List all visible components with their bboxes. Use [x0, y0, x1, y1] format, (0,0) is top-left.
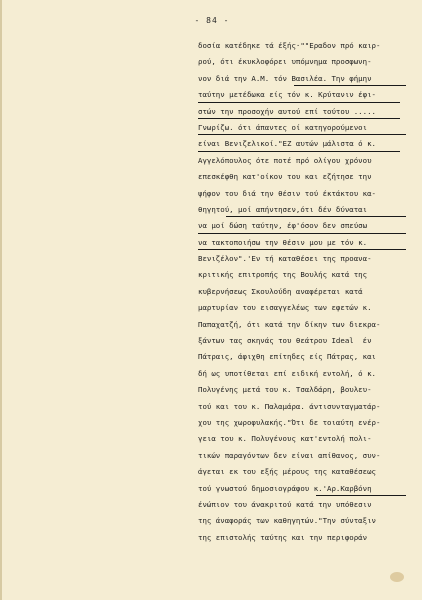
- paper-stain: [390, 572, 404, 582]
- text-line: Βενιζέλον".'Εν τή καταθέσει της προανα-: [198, 254, 372, 264]
- text-line: κυβερνήσεως Σκουλούδη αναφέρεται κατά: [198, 286, 363, 296]
- text-line: Παπαχατζή, ότι κατά την δίκην των διεκρα-: [198, 319, 381, 329]
- text-line: ένώπιον του άνακριτού κατά την υπόθεσιν: [198, 499, 372, 509]
- text-line: Γνωρίζω. ότι άπαντες οί κατηγορούμενοι: [198, 120, 406, 136]
- text-line: τού γνωστού δημοσιογράφου κ.'Αρ.Καρβόνη: [198, 481, 406, 497]
- text-line: ταύτην μετέδωκα είς τόν κ. Κρύτανιν έφι-: [198, 87, 406, 103]
- text-line: να τακτοποιήσω την θέσιν μου με τόν κ.: [198, 235, 406, 251]
- body-text: [198, 38, 406, 546]
- text-line: ρού, ότι έκυκλοφόρει υπόμνημα προσφωνη-: [198, 57, 372, 67]
- text-line: επεσκέφθη κατ'οίκον του και εζήτησε την: [198, 172, 372, 182]
- text-line: άγεται εκ του εξής μέρους της καταθέσεως: [198, 467, 376, 477]
- text-line: Αγγελόπουλος ότε ποτέ πρό ολίγου χρόνου: [198, 155, 372, 165]
- text-line: νον διά την Α.Μ. τόν Βασιλέα. Την φήμην: [198, 71, 406, 87]
- text-line: χου της χωροφυλακής."Ότι δε τοιαύτη ενέρ-: [198, 417, 381, 427]
- text-line: στών την προσοχήν αυτού επί τούτου .....: [198, 104, 406, 120]
- text-line: να μοί δώση ταύτην, έφ'όσον δεν σπεύσω: [198, 218, 406, 234]
- text-line: τού και του κ. Παλαμάρα. άντισυνταγματάρ-: [198, 401, 381, 411]
- text-line: Πάτραις, άφιχθη επίτηδες είς Πάτρας, και: [198, 352, 376, 362]
- text-line: Πολυγένης μετά του κ. Τσαλδάρη, βουλευ-: [198, 385, 372, 395]
- text-line: κριτικής επιτροπής της Βουλής κατά της: [198, 270, 368, 280]
- text-line: γεια του κ. Πολυγένους κατ'εντολή πολι-: [198, 434, 372, 444]
- text-line: της επιστολής ταύτης και την περιφοράν: [198, 532, 368, 542]
- page-number: - 84 -: [194, 16, 230, 25]
- text-line: μαρτυρίαν του εισαγγελέως των εφετών κ.: [198, 303, 372, 313]
- text-line: δοσία κατέδηκε τά έξής·""Εραδον πρό καιρ-: [198, 41, 381, 50]
- text-line: ξάντων τας σκηνάς του θεάτρου Ideal έν: [198, 336, 372, 346]
- text-line: είναι Βενιζελικοί."ΕΖ αυτών μάλιστα ό κ.: [198, 136, 406, 152]
- text-line: της άναφοράς των καθηγητών."Την σύνταξιν: [198, 516, 376, 526]
- text-line: ψήφον του διά την θέσιν τού έκτάκτου κα-: [198, 188, 376, 198]
- text-line: θηγητού, μοί απήντησεν,ότι δέν δύναται: [198, 202, 406, 218]
- text-line: τικών παραγόντων δεν είναι απίθανος, συν-: [198, 450, 381, 460]
- text-line: δή ως υποτίθεται επί ειδική εντολή, ό κ.: [198, 368, 376, 378]
